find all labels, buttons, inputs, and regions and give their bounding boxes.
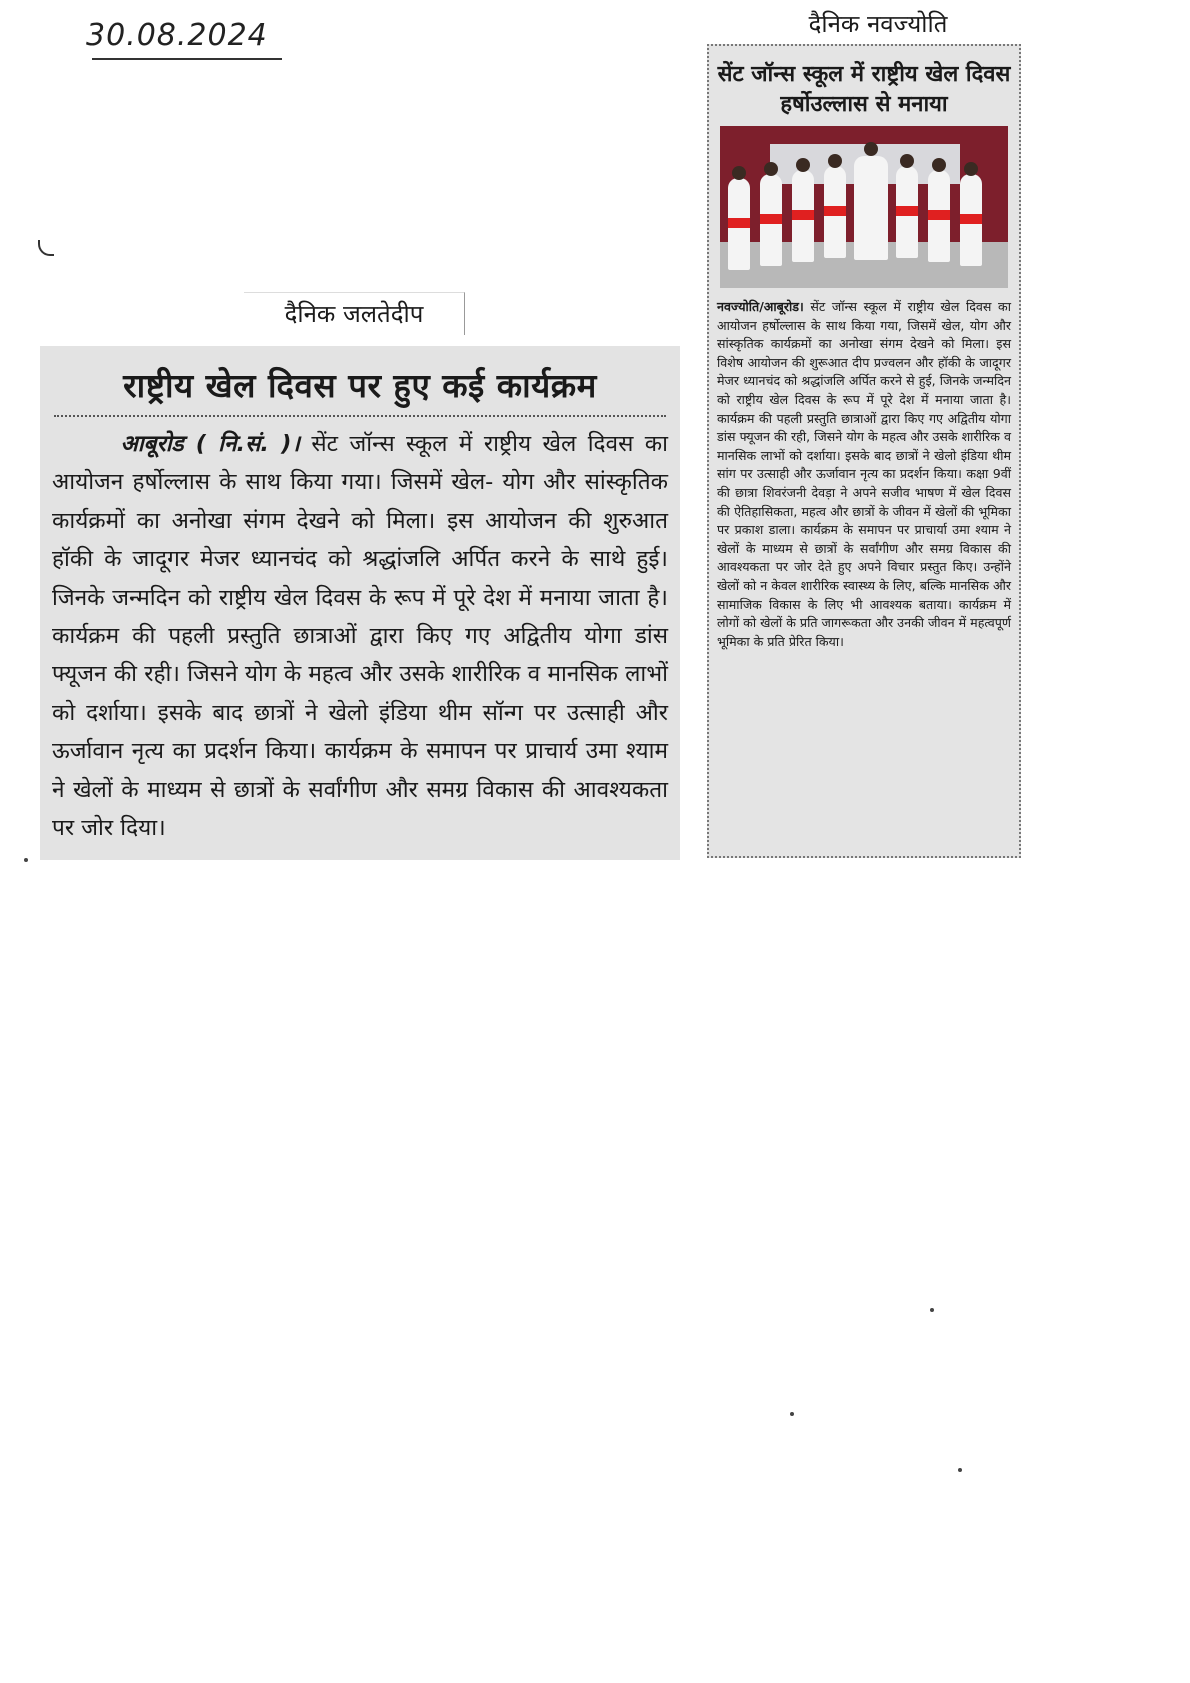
scan-speck — [24, 858, 28, 862]
clipping-headline: सेंट जॉन्स स्कूल में राष्ट्रीय खेल दिवस हर्षोउल्लास से मनाया — [717, 62, 1011, 117]
scan-speck — [930, 1308, 934, 1312]
clipping-dateline: नवज्योति/आबूरोड। — [717, 299, 804, 314]
photo-head — [900, 154, 914, 168]
clipping-headline: राष्ट्रीय खेल दिवस पर हुए कई कार्यक्रम — [123, 366, 597, 405]
pen-mark — [38, 240, 54, 256]
photo-sash — [760, 214, 782, 224]
photo-sash — [824, 206, 846, 216]
photo-head — [964, 162, 978, 176]
date-underline — [92, 58, 282, 60]
newspaper-source-label: दैनिक जलतेदीप — [244, 292, 465, 335]
photo-head — [796, 158, 810, 172]
scan-speck — [790, 1412, 794, 1416]
photo-head — [764, 162, 778, 176]
event-photo — [720, 126, 1008, 288]
photo-performer — [854, 156, 888, 260]
newspaper-source-label: दैनिक नवज्योति — [778, 4, 978, 45]
clipping-text: सेंट जॉन्स स्कूल में राष्ट्रीय खेल दिवस का आयोजन हर्षोल्लास के साथ किया गया। जिसमें खेल- योग और सांस्कृतिक कार्यक्रमों का अनोखा संगम देखने को मिला। इस आयोजन की शुरुआत हॉकी के जादूगर मेजर ध्यानचंद को श्रद्धांजलि अर्पित करने के साथे हुई। जिनके जन्मदिन को राष्ट्रीय खेल दिवस के रूप में पूरे देश में मनाया जाता है। कार्यक्रम की पहली प्रस्तुति छात्राओं द्वारा किए गए अद्वितीय योगा डांस फ्यूजन की रही। जिसने योग के महत्व और उसके शारीरिक व मानसिक लाभों को दर्शाया। इसके बाद छात्रों ने खेलो इंडिया थीम सॉन्ग पर उत्साही और ऊर्जावान नृत्य का प्रदर्शन किया। कार्यक्रम के समापन पर प्राचार्य उमा श्याम ने खेलों के माध्यम से छात्रों के सर्वांगीण और समग्र विकास की आवश्यकता पर जोर दिया। — [52, 431, 668, 842]
dotted-divider — [54, 415, 666, 417]
photo-sash — [792, 210, 814, 220]
clipping-dateline: आबूरोड ( नि.सं. )। — [120, 431, 300, 457]
photo-head — [932, 158, 946, 172]
clipping-body — [717, 298, 1011, 651]
photo-head — [732, 166, 746, 180]
photo-head — [864, 142, 878, 156]
photo-sash — [928, 210, 950, 220]
news-clipping-right — [707, 44, 1021, 858]
handwritten-date: 30.08.2024 — [86, 18, 268, 53]
photo-sash — [960, 214, 982, 224]
photo-sash — [896, 206, 918, 216]
scan-speck — [958, 1468, 962, 1472]
clipping-body — [52, 425, 668, 847]
photo-head — [828, 154, 842, 168]
photo-sash — [728, 218, 750, 228]
news-clipping-left — [40, 346, 680, 860]
clipping-text: सेंट जॉन्स स्कूल में राष्ट्रीय खेल दिवस का आयोजन हर्षोल्लास के साथ किया गया, जिसमें खेल, योग और सांस्कृतिक कार्यक्रमों का अनोखा संगम देखने को मिला। इस विशेष आयोजन की शुरूआत दीप प्रज्वलन और हॉकी के जादूगर मेजर ध्यानचंद को श्रद्धांजलि अर्पित करने से हुई, जिनके जन्मदिन को राष्ट्रीय खेल दिवस के रूप में पूरे देश में मनाया जाता है। कार्यक्रम की पहली प्रस्तुति छात्राओं द्वारा किए गए अद्वितीय योगा डांस फ्यूजन की रही, जिसने योग के महत्व और उसके शारीरिक व मानसिक लाभों को दर्शाया। इसके बाद छात्रों ने खेलो इंडिया थीम सांग पर उत्साही और ऊर्जावान नृत्य का प्रदर्शन किया। कक्षा 9वीं की छात्रा शिवरंजनी देवड़ा ने अपने सजीव भाषण में खेल दिवस की ऐतिहासिकता, महत्व और छात्रों के जीवन में खेलों की भूमिका पर प्रकाश डाला। कार्यक्रम के समापन पर प्राचार्या उमा श्याम ने खेलों के माध्यम से छात्रों के सर्वांगीण और समग्र विकास की आवश्यकता पर जोर देते हुए अपने विचार प्रस्तुत किए। उन्होंने खेलों को न केवल शारीरिक स्वास्थ्य के लिए, बल्कि मानसिक और सामाजिक विकास के लिए भी आवश्यक बताया। कार्यक्रम में लोगों को खेलों के प्रति जागरूकता और उनकी जीवन में महत्वपूर्ण भूमिका के प्रति प्रेरित किया। — [717, 299, 1011, 649]
